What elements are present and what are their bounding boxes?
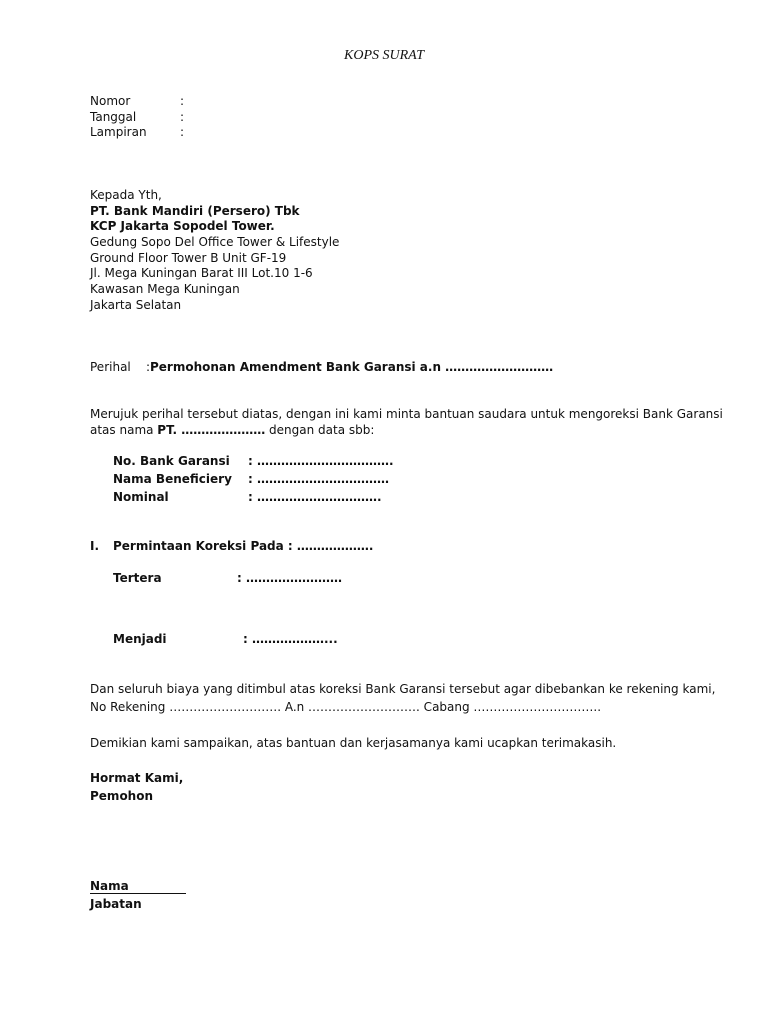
nominal-value: : …………………………. (248, 490, 382, 504)
signature-name-label: Nama (90, 879, 186, 894)
beneficiary-label: Nama Beneficiery (113, 472, 232, 486)
recipient-bank: PT. Bank Mandiri (Persero) Tbk (90, 204, 300, 218)
guarantee-number-label: No. Bank Garansi (113, 454, 230, 468)
nomor-colon: : (180, 94, 185, 108)
signature-position: Jabatan (90, 897, 142, 911)
nomor-label: Nomor (90, 94, 131, 108)
lampiran-colon: : (180, 125, 185, 139)
tanggal-label: Tanggal (90, 110, 137, 124)
recipient-branch: KCP Jakarta Sopodel Tower. (90, 219, 275, 233)
closing-regards: Hormat Kami, (90, 771, 184, 785)
address-line: Ground Floor Tower B Unit GF-19 (90, 251, 287, 265)
address-line: Gedung Sopo Del Office Tower & Lifestyle (90, 235, 340, 249)
tanggal-colon: : (180, 110, 185, 124)
subject-text: Permohonan Amendment Bank Garansi a.n ……………………… (150, 360, 554, 374)
menjadi-label: Menjadi (113, 632, 167, 646)
correction-heading: Permintaan Koreksi Pada : ………………. (113, 539, 374, 553)
signature-name (90, 878, 186, 894)
subject-label: Perihal (90, 360, 131, 374)
tertera-label: Tertera (113, 571, 162, 585)
beneficiary-value: : …………………………… (248, 472, 389, 486)
lampiran-label: Lampiran (90, 125, 147, 139)
letterhead-title: KOPS SURAT (344, 48, 424, 63)
closing-text: Demikian kami sampaikan, atas bantuan dan kerjasamanya kami ucapkan terimakasih. (90, 736, 617, 750)
nominal-label: Nominal (113, 490, 169, 504)
address-line: Kawasan Mega Kuningan (90, 282, 240, 296)
subject-separator: : (146, 360, 151, 374)
intro-suffix: dengan data sbb: (265, 423, 375, 437)
cost-line-1: Dan seluruh biaya yang ditimbul atas koreksi Bank Garansi tersebut agar dibebankan ke rekening kami, (90, 682, 716, 696)
section-numeral: I. (90, 539, 100, 553)
recipient-greeting: Kepada Yth, (90, 188, 162, 202)
intro-line-1: Merujuk perihal tersebut diatas, dengan ini kami minta bantuan saudara untuk mengoreksi Bank Garansi (90, 407, 723, 421)
intro-line-2 (90, 422, 374, 438)
menjadi-value: : ………………... (243, 632, 338, 646)
closing-applicant: Pemohon (90, 789, 154, 803)
intro-company: PT. ………………… (157, 423, 266, 437)
address-line: Jakarta Selatan (90, 298, 182, 312)
guarantee-number-value: : ……………………………. (248, 454, 394, 468)
tertera-value: : …………………… (237, 571, 342, 585)
cost-line-2: No Rekening ………………………. A.n ………………………. Cabang ………………………….. (90, 700, 602, 714)
address-line: Jl. Mega Kuningan Barat III Lot.10 1-6 (90, 266, 313, 280)
intro-prefix: atas nama (90, 423, 158, 437)
